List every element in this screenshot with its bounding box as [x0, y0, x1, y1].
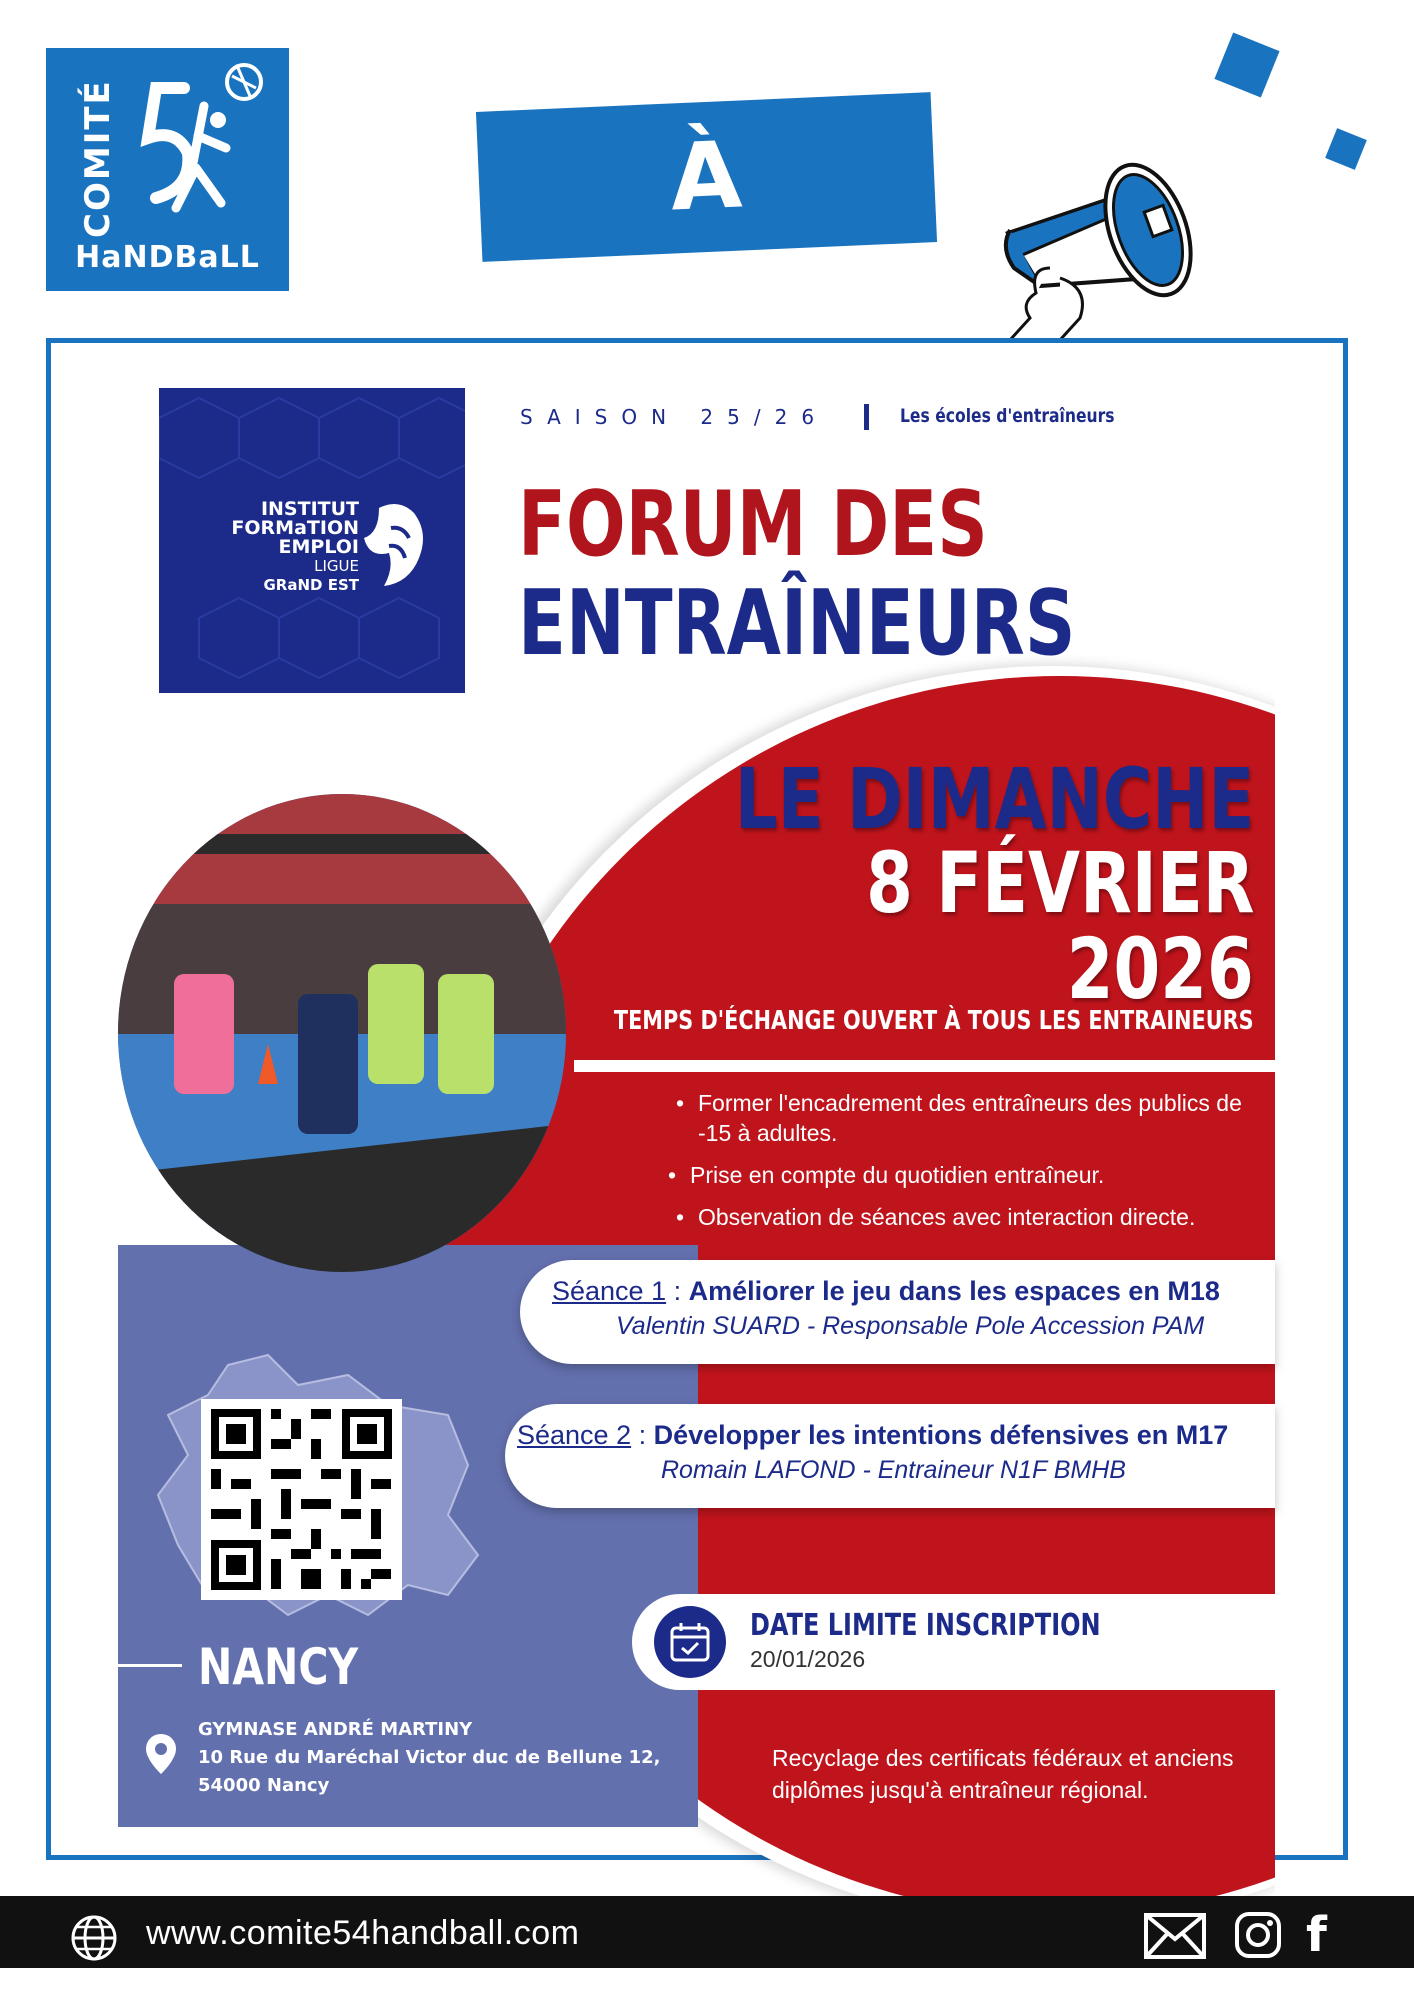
- session-1-heading: [552, 1276, 1220, 1307]
- qr-code-pattern: [211, 1409, 392, 1590]
- date-year: 2026: [1066, 920, 1254, 1018]
- instagram-icon[interactable]: [1234, 1911, 1282, 1959]
- venue-name: GYMNASE ANDRÉ MARTINY: [198, 1719, 473, 1740]
- institut-line2: FORMaTION: [231, 517, 359, 539]
- session-2-speaker: Romain LAFOND - Entraineur N1F BMHB: [661, 1456, 1126, 1484]
- session-2-separator: :: [631, 1420, 654, 1450]
- list-item: • Prise en compte du quotidien entraîneur.: [668, 1160, 1276, 1190]
- qr-code[interactable]: [201, 1399, 402, 1600]
- session-1-speaker: Valentin SUARD - Responsable Pole Accession PAM: [616, 1312, 1205, 1340]
- list-item: • Former l'encadrement des entraîneurs des publics de -15 à adultes.: [676, 1088, 1276, 1148]
- decor-square: [1325, 128, 1367, 170]
- nancy-rule: [118, 1664, 182, 1667]
- training-photo-illustration: [118, 794, 566, 1272]
- venue-address-line2: 54000 Nancy: [198, 1775, 330, 1796]
- a-noter-banner: À NOTER: [476, 92, 937, 262]
- logo-vertical-text: COMITÉ: [78, 79, 118, 238]
- session-1-title: Améliorer le jeu dans les espaces en M18: [688, 1276, 1220, 1306]
- session-2-title: Développer les intentions défensives en M17: [653, 1420, 1229, 1450]
- institut-text: [231, 500, 359, 595]
- city-name: NANCY: [198, 1638, 359, 1696]
- session-2-card: [505, 1404, 1275, 1508]
- session-2-label: Séance 2: [517, 1420, 632, 1450]
- location-pin-icon: [146, 1734, 176, 1774]
- institut-line4: LIGUE: [314, 557, 359, 575]
- calendar-icon: [654, 1606, 726, 1678]
- date-month: 8 FÉVRIER: [865, 834, 1254, 932]
- season-subtitle: Les écoles d'entraîneurs: [900, 405, 1115, 427]
- session-2-heading: [517, 1420, 1228, 1451]
- objectives-list: [676, 1088, 1276, 1244]
- session-1-label: Séance 1: [552, 1276, 667, 1306]
- season-divider: [864, 404, 869, 430]
- institut-line5: GRaND EST: [263, 576, 359, 594]
- session-1-separator: :: [666, 1276, 689, 1306]
- date-day: LE DIMANCHE: [734, 750, 1254, 848]
- title-line1: FORUM DES: [518, 472, 988, 577]
- globe-icon: [70, 1914, 118, 1962]
- institut-formation-emploi-logo: [159, 388, 465, 693]
- date-tagline: TEMPS D'ÉCHANGE OUVERT À TOUS LES ENTRAINEURS: [614, 1006, 1254, 1036]
- venue-address: [198, 1716, 660, 1800]
- facebook-icon[interactable]: f: [1306, 1907, 1327, 1963]
- logo-handball-text: HaNDBaLL: [75, 240, 260, 275]
- list-item: • Observation de séances avec interaction directe.: [676, 1202, 1276, 1232]
- institut-line3: EMPLOI: [278, 536, 359, 558]
- venue-address-line1: 10 Rue du Maréchal Victor duc de Bellune 12,: [198, 1747, 661, 1768]
- mail-icon[interactable]: [1144, 1913, 1206, 1959]
- deadline-date: 20/01/2026: [750, 1646, 866, 1672]
- date-divider: [574, 1060, 1275, 1072]
- deadline-title: DATE LIMITE INSCRIPTION: [750, 1608, 1101, 1643]
- institut-line1: INSTITUT: [260, 498, 359, 520]
- recycling-note: Recyclage des certificats fédéraux et anciens diplômes jusqu'à entraîneur régional.: [772, 1745, 1234, 1803]
- title-line2: ENTRAÎNEURS: [518, 571, 1076, 676]
- training-photo: [118, 794, 566, 1272]
- session-1-card: [520, 1260, 1275, 1364]
- rooster-icon: [359, 498, 429, 588]
- season-label: SAISON 25/26: [520, 405, 829, 429]
- calendar-glyph: [654, 1606, 726, 1678]
- website-link[interactable]: www.comite54handball.com: [146, 1914, 580, 1952]
